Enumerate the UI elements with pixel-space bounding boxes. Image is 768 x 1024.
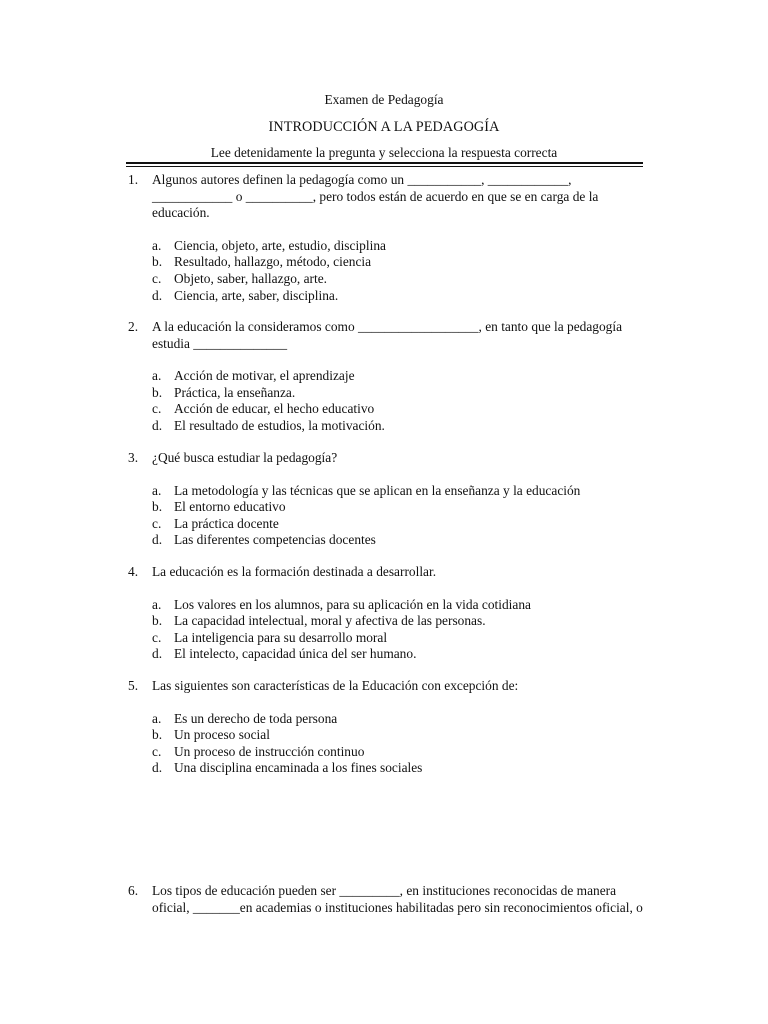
- option-c[interactable]: [152, 401, 648, 418]
- question-line: educación.: [152, 205, 210, 221]
- question-3: [128, 450, 648, 549]
- question-number: 6.: [128, 883, 139, 898]
- option-letter: d.: [152, 646, 163, 662]
- options-list: [152, 711, 648, 777]
- exam-title: Examen de Pedagogía: [324, 92, 444, 107]
- option-letter: d.: [152, 760, 163, 776]
- option-text: Ciencia, objeto, arte, estudio, disciplina: [174, 237, 386, 253]
- option-letter: c.: [152, 515, 162, 531]
- option-text: Los valores en los alumnos, para su aplicación en la vida cotidiana: [174, 596, 531, 612]
- option-letter: b.: [152, 727, 163, 743]
- option-text: Un proceso de instrucción continuo: [174, 743, 365, 759]
- options-list: [152, 238, 648, 304]
- question-text: [152, 450, 648, 467]
- option-text: La capacidad intelectual, moral y afectiva de las personas.: [174, 613, 486, 629]
- option-text: Práctica, la enseñanza.: [174, 384, 296, 400]
- option-b[interactable]: [152, 727, 648, 744]
- option-text: La metodología y las técnicas que se aplican en la enseñanza y la educación: [174, 482, 581, 498]
- question-line: Las siguientes son características de la Educación con excepción de:: [152, 678, 519, 693]
- question-line: ____________ o __________, pero todos están de acuerdo en que se en carga de la: [152, 188, 599, 204]
- option-text: Una disciplina encaminada a los fines sociales: [174, 760, 423, 776]
- option-letter: a.: [152, 237, 162, 253]
- option-letter: d.: [152, 532, 163, 548]
- question-6: [128, 883, 648, 916]
- option-a[interactable]: [152, 711, 648, 728]
- option-d[interactable]: [152, 532, 648, 549]
- option-text: Objeto, saber, hallazgo, arte.: [174, 270, 328, 286]
- question-line: estudia ______________: [152, 335, 288, 351]
- option-d[interactable]: [152, 760, 648, 777]
- option-d[interactable]: [152, 288, 648, 305]
- options-list: [152, 368, 648, 434]
- option-b[interactable]: [152, 254, 648, 271]
- options-list: [152, 597, 648, 663]
- option-a[interactable]: [152, 368, 648, 385]
- instructions-text: Lee detenidamente la pregunta y selecciona la respuesta correcta: [210, 145, 558, 160]
- question-line: Algunos autores definen la pedagogía como un ___________, ____________,: [152, 172, 572, 187]
- option-letter: b.: [152, 613, 163, 629]
- option-text: Es un derecho de toda persona: [174, 710, 338, 726]
- option-letter: b.: [152, 254, 163, 270]
- question-line: oficial, _______en academias o instituciones habilitadas pero sin reconocimientos oficial, o: [152, 899, 643, 915]
- option-letter: c.: [152, 629, 162, 645]
- question-number: 2.: [128, 319, 139, 334]
- option-text: El entorno educativo: [174, 499, 286, 515]
- header-divider-thick: [126, 162, 643, 164]
- course-title: INTRODUCCIÓN A LA PEDAGOGÍA: [268, 119, 500, 135]
- question-text: [152, 319, 648, 352]
- option-letter: c.: [152, 401, 162, 417]
- option-b[interactable]: [152, 499, 648, 516]
- question-line: A la educación la consideramos como __________________, en tanto que la pedagogía: [152, 319, 623, 334]
- option-c[interactable]: [152, 744, 648, 761]
- option-letter: a.: [152, 710, 162, 726]
- option-text: La inteligencia para su desarrollo moral: [174, 629, 388, 645]
- option-letter: d.: [152, 417, 163, 433]
- question-line: La educación es la formación destinada a desarrollar.: [152, 564, 437, 579]
- option-letter: a.: [152, 596, 162, 612]
- option-a[interactable]: [152, 597, 648, 614]
- question-number: 3.: [128, 450, 139, 465]
- option-text: Un proceso social: [174, 727, 270, 743]
- option-a[interactable]: [152, 238, 648, 255]
- question-line: Los tipos de educación pueden ser _________, en instituciones reconocidas de manera: [152, 883, 617, 898]
- question-1: [128, 172, 648, 304]
- option-text: Acción de motivar, el aprendizaje: [174, 368, 355, 384]
- option-text: Ciencia, arte, saber, disciplina.: [174, 287, 339, 303]
- option-letter: c.: [152, 743, 162, 759]
- question-number: 4.: [128, 564, 139, 579]
- option-text: Resultado, hallazgo, método, ciencia: [174, 254, 372, 270]
- header-divider-thin: [126, 166, 643, 167]
- option-text: El resultado de estudios, la motivación.: [174, 417, 385, 433]
- question-text: [152, 564, 648, 581]
- option-letter: b.: [152, 384, 163, 400]
- option-c[interactable]: [152, 271, 648, 288]
- option-letter: a.: [152, 368, 162, 384]
- option-b[interactable]: [152, 385, 648, 402]
- question-text: [152, 678, 648, 695]
- option-text: Las diferentes competencias docentes: [174, 532, 376, 548]
- option-b[interactable]: [152, 613, 648, 630]
- option-d[interactable]: [152, 418, 648, 435]
- option-letter: a.: [152, 482, 162, 498]
- option-text: Acción de educar, el hecho educativo: [174, 401, 375, 417]
- option-text: La práctica docente: [174, 515, 279, 531]
- question-number: 1.: [128, 172, 139, 187]
- question-5: [128, 678, 648, 777]
- option-letter: b.: [152, 499, 163, 515]
- question-4: [128, 564, 648, 663]
- option-a[interactable]: [152, 483, 648, 500]
- question-text: [152, 172, 648, 222]
- option-letter: c.: [152, 270, 162, 286]
- option-letter: d.: [152, 287, 163, 303]
- option-c[interactable]: [152, 630, 648, 647]
- question-text: [152, 883, 648, 916]
- question-2: [128, 319, 648, 435]
- option-d[interactable]: [152, 646, 648, 663]
- question-number: 5.: [128, 678, 139, 693]
- question-line: ¿Qué busca estudiar la pedagogía?: [152, 450, 338, 465]
- options-list: [152, 483, 648, 549]
- option-text: El intelecto, capacidad única del ser humano.: [174, 646, 417, 662]
- option-c[interactable]: [152, 516, 648, 533]
